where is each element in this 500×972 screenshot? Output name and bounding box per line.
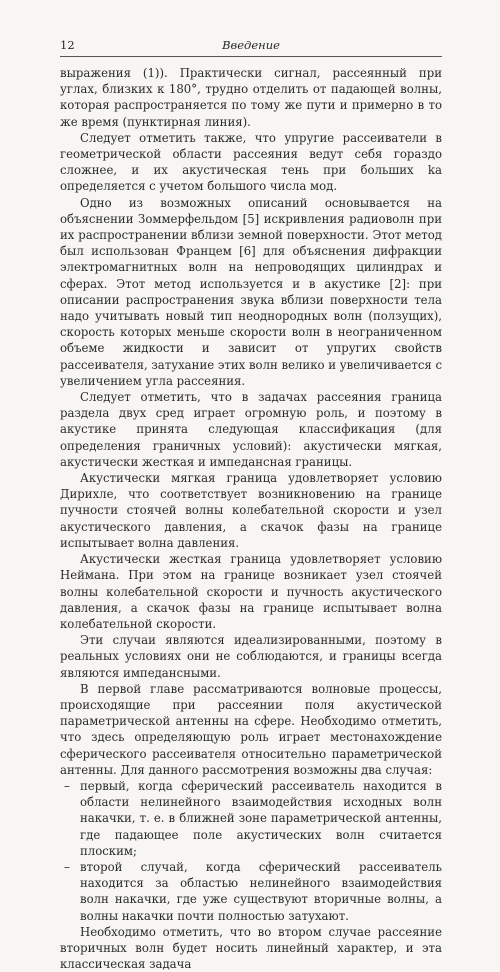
paragraph: Акустически мягкая граница удовлетворяет условию Дирихле, что соответствует возникновению на границе пучности стоячей волны колебательной скорости и узел акустического давления, а скачок фазы на границе испытывает волна давления. [60, 471, 442, 550]
running-title: Введение [222, 38, 280, 52]
paragraph: Одно из возможных описаний основывается на объяснении Зоммерфельдом [5] искривления радиоволн при их распространении вблизи земной поверхности. Этот метод был использован Францем [6] для объяснения дифракции электромагнитных волн на непроводящих цилиндрах и сферах. Этот метод используется и в акустике [2]: при описании распространения звука вблизи поверхности тела надо учитывать новый тип неоднородных волн (ползущих), скорость которых меньше скорости волн в неограниченном объеме жидкости и зависит от упругих свойств рассеивателя, затухание этих волн велико и увеличивается с увеличением угла рассеяния. [60, 195, 443, 388]
paragraph: Эти случаи являются идеализированными, поэтому в реальных условиях они не соблюдаются, и границы всегда являются импедансными. [60, 633, 442, 680]
list-item [60, 859, 442, 924]
paragraph: Необходимо отметить, что во втором случае рассеяние вторичных волн будет носить линейный характер, и эта классическая задача [60, 924, 442, 972]
list-item-text: первый, когда сферический рассеиватель находится в области нелинейного взаимодействия исходных волн накачки, т. е. в ближней зоне параметрической антенны, где падающее поле акустических волн считается плоским; [80, 778, 442, 858]
list-dash: – [64, 859, 70, 874]
paragraph: Следует отметить также, что упругие рассеиватели в геометрической области рассеяния ведут себя гораздо сложнее, и их акустическая тень при больших ka определяется с учетом большого числа мод. [60, 130, 442, 194]
page-body [60, 65, 442, 972]
case-list [60, 778, 442, 924]
paragraph: выражения (1)). Практически сигнал, рассеянный при углах, близких к 180°, трудно отделить от падающей волны, которая распространяется по тому же пути и примерно в то же время (пунктирная линия). [60, 66, 442, 129]
list-item-text: второй случай, когда сферический рассеиватель находится за областью нелинейного взаимодействия волн накачки, где уже существуют вторичные волны, а волны накачки почти полностью затухают. [80, 859, 442, 923]
list-dash: – [64, 778, 70, 793]
paragraph: В первой главе рассматриваются волновые процессы, происходящие при рассеянии поля акустической параметрической антенны на сфере. Необходимо отметить, что здесь определяющую роль играет местонахождение сферического рассеивателя относительно параметрической антенны. Для данного рассмотрения возможны два случая: [60, 681, 442, 777]
book-page [60, 38, 443, 972]
page-number: 12 [60, 38, 75, 52]
running-header [60, 38, 442, 57]
list-item [60, 778, 442, 859]
paragraph: Следует отметить, что в задачах рассеяния граница раздела двух сред играет огромную роль, и поэтому в акустике принята следующая классификация (для определения граничных условий): акустически мягкая, акустически жесткая и импедансная границы. [60, 390, 442, 469]
paragraph: Акустически жесткая граница удовлетворяет условию Неймана. При этом на границе возникает узел стоячей волны колебательной скорости и пучность акустического давления, а скачок фазы на границе испытывает волна колебательной скорости. [60, 552, 442, 631]
